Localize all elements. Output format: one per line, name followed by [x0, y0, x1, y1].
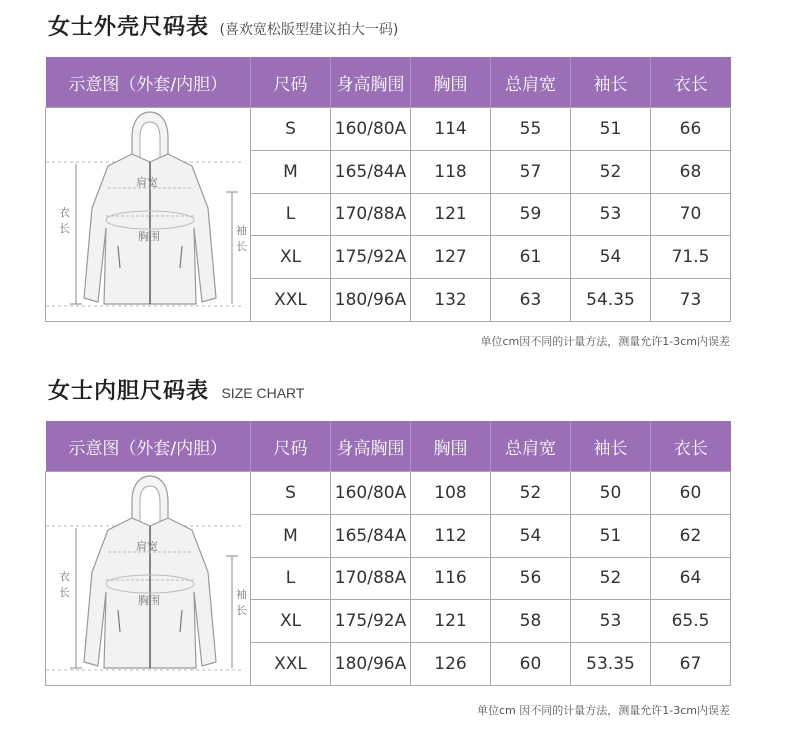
cell-chest: 121	[411, 600, 491, 643]
header-shoulder: 总肩宽	[491, 57, 571, 108]
shell-title-row	[48, 10, 398, 41]
cell-chest: 132	[411, 279, 491, 322]
header-sleeve: 袖长	[571, 57, 651, 108]
header-height-chest: 身高胸围	[331, 57, 411, 108]
jacket-diagram	[46, 108, 250, 316]
shoulder-label: 肩宽	[136, 176, 158, 189]
length-label-bottom: 长	[59, 222, 70, 235]
header-size: 尺码	[251, 421, 331, 472]
cell-height-chest: 160/80A	[331, 472, 411, 515]
table-row	[46, 472, 731, 515]
liner-footnote: 单位cm 因不同的计量方法，测量允许1-3cm内误差	[477, 704, 730, 717]
cell-length: 73	[651, 279, 731, 322]
cell-length: 62	[651, 514, 731, 557]
cell-size: XL	[251, 600, 331, 643]
garment-figure-cell	[46, 108, 251, 322]
cell-sleeve: 53	[571, 193, 651, 236]
cell-sleeve: 51	[571, 514, 651, 557]
header-sleeve: 袖长	[571, 421, 651, 472]
cell-size: L	[251, 193, 331, 236]
cell-height-chest: 165/84A	[331, 514, 411, 557]
table-header-row	[46, 421, 731, 472]
cell-chest: 118	[411, 150, 491, 193]
sleeve-label-top: 袖	[236, 588, 247, 601]
table-row	[46, 108, 731, 151]
sleeve-label-bottom: 长	[236, 604, 247, 617]
header-chest: 胸围	[411, 57, 491, 108]
liner-subtitle: SIZE CHART	[221, 385, 305, 401]
cell-size: XXL	[251, 279, 331, 322]
header-size: 尺码	[251, 57, 331, 108]
cell-shoulder: 63	[491, 279, 571, 322]
cell-sleeve: 52	[571, 557, 651, 600]
shell-title: 女士外壳尺码表	[48, 15, 210, 40]
cell-length: 66	[651, 108, 731, 151]
cell-height-chest: 165/84A	[331, 150, 411, 193]
length-label-top: 衣	[59, 206, 70, 219]
length-label-bottom: 长	[59, 586, 70, 599]
header-chest: 胸围	[411, 421, 491, 472]
cell-height-chest: 180/96A	[331, 279, 411, 322]
cell-shoulder: 57	[491, 150, 571, 193]
length-label-top: 衣	[59, 570, 70, 583]
sleeve-label-bottom: 长	[236, 240, 247, 253]
chest-label: 胸围	[138, 594, 160, 607]
cell-shoulder: 54	[491, 514, 571, 557]
cell-sleeve: 53	[571, 600, 651, 643]
cell-height-chest: 175/92A	[331, 236, 411, 279]
header-length: 衣长	[651, 421, 731, 472]
cell-size: M	[251, 514, 331, 557]
cell-length: 71.5	[651, 236, 731, 279]
cell-sleeve: 54	[571, 236, 651, 279]
header-figure: 示意图（外套/内胆）	[46, 421, 251, 472]
cell-sleeve: 53.35	[571, 643, 651, 686]
cell-size: S	[251, 472, 331, 515]
cell-shoulder: 60	[491, 643, 571, 686]
cell-length: 70	[651, 193, 731, 236]
cell-shoulder: 61	[491, 236, 571, 279]
cell-height-chest: 170/88A	[331, 557, 411, 600]
header-height-chest: 身高胸围	[331, 421, 411, 472]
cell-sleeve: 50	[571, 472, 651, 515]
cell-height-chest: 180/96A	[331, 643, 411, 686]
cell-length: 64	[651, 557, 731, 600]
sleeve-label-top: 袖	[236, 224, 247, 237]
cell-chest: 127	[411, 236, 491, 279]
cell-size: S	[251, 108, 331, 151]
jacket-diagram	[46, 472, 250, 680]
cell-shoulder: 59	[491, 193, 571, 236]
cell-shoulder: 52	[491, 472, 571, 515]
cell-height-chest: 170/88A	[331, 193, 411, 236]
cell-sleeve: 54.35	[571, 279, 651, 322]
header-figure: 示意图（外套/内胆）	[46, 57, 251, 108]
cell-size: XXL	[251, 643, 331, 686]
chest-label: 胸围	[138, 230, 160, 243]
cell-chest: 126	[411, 643, 491, 686]
cell-size: M	[251, 150, 331, 193]
header-shoulder: 总肩宽	[491, 421, 571, 472]
garment-figure-cell	[46, 472, 251, 686]
cell-height-chest: 160/80A	[331, 108, 411, 151]
liner-title: 女士内胆尺码表	[48, 379, 210, 404]
cell-size: XL	[251, 236, 331, 279]
cell-length: 65.5	[651, 600, 731, 643]
shell-size-table	[45, 57, 731, 322]
liner-size-table	[45, 421, 731, 686]
header-length: 衣长	[651, 57, 731, 108]
table-header-row	[46, 57, 731, 108]
shell-footnote: 单位cm因不同的计量方法，测量允许1-3cm内误差	[480, 335, 730, 348]
cell-chest: 116	[411, 557, 491, 600]
shell-subtitle: (喜欢宽松版型建议拍大一码)	[219, 22, 399, 38]
cell-chest: 114	[411, 108, 491, 151]
cell-shoulder: 58	[491, 600, 571, 643]
cell-size: L	[251, 557, 331, 600]
cell-chest: 112	[411, 514, 491, 557]
cell-height-chest: 175/92A	[331, 600, 411, 643]
liner-title-row	[48, 374, 304, 405]
cell-length: 67	[651, 643, 731, 686]
shoulder-label: 肩宽	[136, 540, 158, 553]
cell-length: 68	[651, 150, 731, 193]
cell-chest: 108	[411, 472, 491, 515]
cell-length: 60	[651, 472, 731, 515]
cell-chest: 121	[411, 193, 491, 236]
cell-shoulder: 56	[491, 557, 571, 600]
cell-shoulder: 55	[491, 108, 571, 151]
cell-sleeve: 51	[571, 108, 651, 151]
cell-sleeve: 52	[571, 150, 651, 193]
